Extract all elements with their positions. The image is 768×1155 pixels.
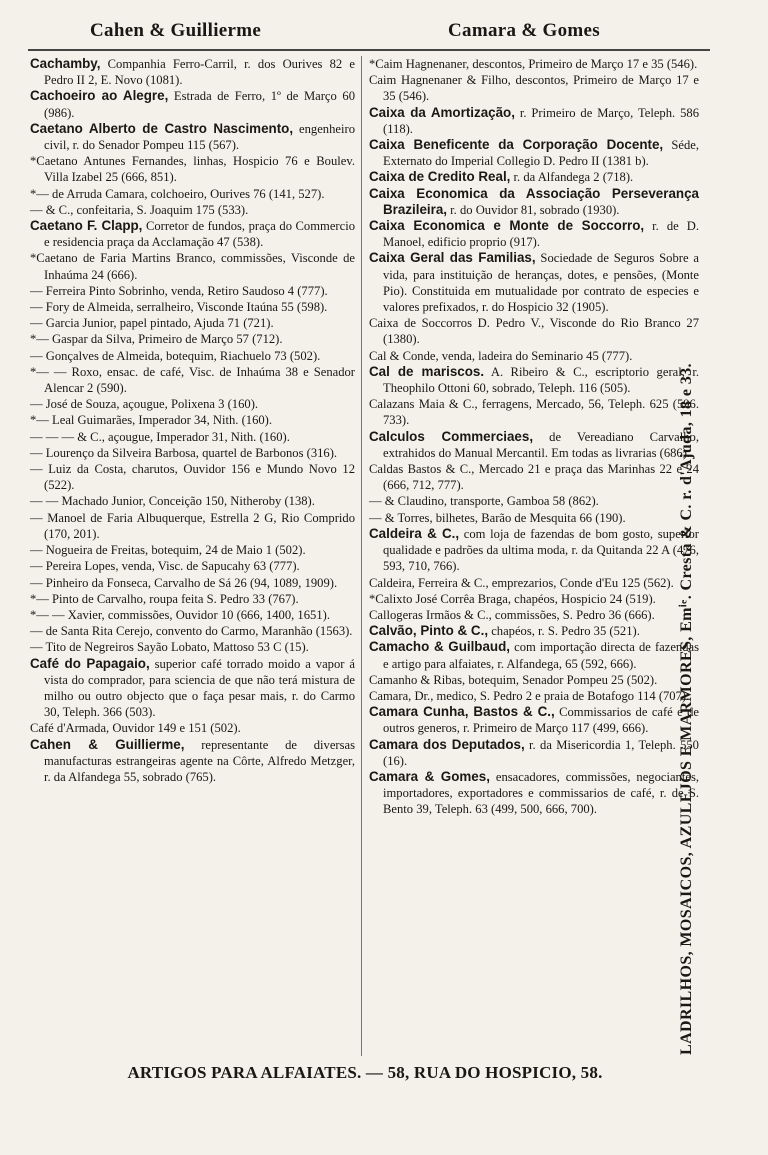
entry-text: Callogeras Irmãos & C., commissões, S. Pedro 36 (666). — [369, 607, 655, 622]
directory-entry — [369, 396, 699, 428]
entry-text: *— Gaspar da Silva, Primeiro de Março 57 (712). — [30, 332, 283, 347]
entry-text: r. de D. Manoel, edificio proprio (917). — [383, 219, 699, 250]
entry-text: — Nogueira de Freitas, botequim, 24 de Maio 1 (502). — [30, 543, 306, 558]
directory-entry — [369, 672, 699, 688]
entry-text: — — Machado Junior, Conceição 150, Nitheroby (138). — [30, 494, 315, 509]
entry-text: — & C., confeitaria, S. Joaquim 175 (533). — [30, 202, 249, 217]
left-column — [30, 56, 355, 785]
entry-text: Cal & Conde, venda, ladeira do Seminario 45 (777). — [369, 348, 633, 363]
entry-text: Caixa de Soccorros D. Pedro V., Visconde do Rio Branco 27 (1380). — [369, 316, 699, 347]
directory-entry — [369, 364, 699, 396]
entry-text: Séde, Externato do Imperial Collegio D. Pedro II (1381 b). — [383, 138, 699, 169]
entry-text: — Gonçalves de Almeida, botequim, Riachuelo 73 (502). — [30, 348, 321, 363]
directory-entry — [30, 656, 355, 721]
entry-text: Camanho & Ribas, botequim, Senador Pompeu 25 (502). — [369, 672, 658, 687]
side-advertisement: LADRILHOS, MOSAICOS, AZULEJOS E MARMORES, Emⁱᵉ. Cresta & C. r. d'Ajuda, 18 e 33. — [678, 363, 695, 1055]
directory-entry — [369, 186, 699, 218]
entry-text: r. da Alfandega 2 (718). — [510, 170, 634, 185]
entry-name: Caetano Alberto de Castro Nascimento, — [30, 120, 294, 136]
directory-entry — [30, 348, 355, 364]
directory-entry — [30, 315, 355, 331]
entry-text: Caim Hagnenaner & Filho, descontos, Primeiro de Março 17 e 35 (546). — [369, 73, 699, 104]
entry-text: superior café torrado moido a vapor á vista do comprador, para sciencia de que não terá mistura de milho ou outro objecto que o faça pesar mais, r. do Carmo 30, Teleph. 366 (503). — [44, 656, 355, 720]
entry-text: com importação directa de fazendas e artigo para alfaiates, r. Alfandega, 65 (592, 666). — [383, 640, 699, 671]
entry-text: — Luiz da Costa, charutos, Ouvidor 156 e Mundo Novo 12 (522). — [30, 462, 355, 493]
entry-name: Caixa Economica da Associação Perseverança Brazileira, — [369, 185, 699, 217]
entry-text: Commissarios de café e de outros generos, r. Primeiro de Março 117 (499, 666). — [383, 705, 700, 736]
directory-entry — [30, 250, 355, 282]
entry-text: r. do Ouvidor 81, sobrado (1930). — [447, 202, 620, 217]
directory-entry — [369, 575, 699, 591]
entry-text: *— — Xavier, commissões, Ouvidor 10 (666, 1400, 1651). — [30, 607, 330, 622]
entry-name: Caldeira & C., — [369, 525, 460, 541]
directory-entry — [30, 396, 355, 412]
entry-name: Camara & Gomes, — [369, 768, 490, 784]
directory-entry — [30, 429, 355, 445]
directory-entry — [369, 461, 699, 493]
entry-text: Sociedade de Seguros Sobre a vida, para instituição de heranças, dotes, e pensões, (Monte Pio). Constituida em mutualidade por contrato de especies e valores prefixados, r. do Hospicio 32 (1905). — [383, 251, 699, 315]
entry-text: *Caetano de Faria Martins Branco, commissões, Visconde de Inhaúma 24 (666). — [30, 251, 355, 282]
directory-entry — [369, 137, 699, 169]
entry-text: Corretor de fundos, praça do Commercio e residencia praça da Acclamação 47 (538). — [44, 219, 355, 250]
entry-text: — & Torres, bilhetes, Barão de Mesquita 66 (190). — [369, 510, 626, 525]
directory-entry — [369, 169, 699, 185]
directory-entry — [30, 299, 355, 315]
entry-text: representante de diversas manufacturas estrangeiras agente na Côrte, Alfredo Metzger, r. da Alfandega 55, sobrado (765). — [44, 737, 355, 784]
directory-entry — [30, 121, 355, 153]
entry-text: — Lourenço da Silveira Barbosa, quartel de Barbonos (316). — [30, 445, 338, 460]
entry-text: ensacadores, commissões, negociantes, importadores, exportadores e commissarios de café, r. de S. Bento 39, Teleph. 63 (499, 500, 666, 700). — [383, 769, 699, 817]
entry-name: Cahen & Guillierme, — [30, 736, 185, 752]
entry-name: Cachoeiro ao Alegre, — [30, 88, 169, 104]
entry-name: Caixa de Credito Real, — [369, 169, 511, 185]
directory-entry — [369, 218, 699, 250]
directory-entry — [369, 250, 699, 315]
entry-text: — Tito de Negreiros Sayão Lobato, Mattoso 53 C (15). — [30, 640, 309, 655]
entry-text: *— — Roxo, ensac. de café, Visc. de Inhaúma 38 e Senador Alencar 2 (590). — [30, 364, 355, 396]
directory-entry — [30, 607, 355, 623]
entry-text: *— Pinto de Carvalho, roupa feita S. Pedro 33 (767). — [30, 591, 299, 606]
entry-text: engenheiro civil, r. do Senador Pompeu 115 (567). — [44, 121, 355, 153]
entry-text: r. da Misericordia 1, Teleph. 550 (16). — [383, 737, 699, 768]
directory-entry — [369, 526, 699, 575]
directory-entry — [30, 623, 355, 639]
directory-entry — [30, 461, 355, 493]
entry-text: — Garcia Junior, papel pintado, Ajuda 71 (721). — [30, 316, 274, 331]
entry-name: Caixa da Amortização, — [369, 104, 515, 120]
entry-text: Calazans Maia & C., ferragens, Mercado, 56, Teleph. 625 (596. 733). — [369, 397, 699, 428]
directory-entry — [369, 591, 699, 607]
directory-entry — [30, 88, 355, 120]
directory-entry — [30, 542, 355, 558]
entry-name: Caixa Beneficente da Corporação Docente, — [369, 137, 664, 153]
entry-text: — Pinheiro da Fonseca, Carvalho de Sá 26 (94, 1089, 1909). — [30, 575, 338, 590]
entry-name: Caixa Geral das Familias, — [369, 250, 536, 266]
entry-text: — José de Souza, açougue, Polixena 3 (160). — [30, 397, 259, 412]
entry-text: Companhia Ferro-Carril, r. dos Ourives 82 e Pedro II 2, E. Novo (1081). — [44, 57, 355, 88]
directory-entry — [30, 412, 355, 428]
directory-entry — [30, 364, 355, 396]
directory-entry — [369, 72, 699, 104]
directory-entry — [369, 623, 699, 639]
entry-text: — Ferreira Pinto Sobrinho, venda, Retiro Saudoso 4 (777). — [30, 283, 328, 298]
entry-text: Café d'Armada, Ouvidor 149 e 151 (502). — [30, 721, 241, 736]
right-column — [369, 56, 699, 818]
directory-entry — [30, 493, 355, 509]
directory-entry — [30, 283, 355, 299]
entry-text: — Fory de Almeida, serralheiro, Visconde Itaúna 55 (598). — [30, 300, 328, 315]
directory-entry — [30, 445, 355, 461]
directory-entry — [369, 348, 699, 364]
entry-text: *— Leal Guimarães, Imperador 34, Nith. (160). — [30, 413, 273, 428]
header-left: Cahen & Guillierme — [90, 20, 262, 41]
entry-text: Camara, Dr., medico, S. Pedro 2 e praia de Botafogo 114 (707). — [369, 688, 690, 703]
entry-text: com loja de fazendas de bom gosto, superior qualidade e padrões da ultima moda, r. da Quitanda 22 A (476, 593, 710, 766). — [383, 526, 699, 574]
directory-entry — [369, 105, 699, 137]
entry-name: Camara Cunha, Bastos & C., — [369, 704, 555, 720]
directory-entry — [30, 510, 355, 542]
entry-text: — — — & C., açougue, Imperador 31, Nith. (160). — [30, 429, 290, 444]
directory-entry — [30, 558, 355, 574]
directory-entry — [30, 218, 355, 250]
entry-text: *Caetano Antunes Fernandes, linhas, Hospicio 76 e Boulev. Villa Izabel 25 (666, 851). — [30, 154, 355, 185]
entry-name: Camacho & Guilbaud, — [369, 639, 511, 655]
directory-entry — [30, 591, 355, 607]
entry-text: Estrada de Ferro, 1º de Março 60 (986). — [44, 89, 355, 120]
directory-entry — [30, 56, 355, 88]
directory-entry — [30, 720, 355, 736]
directory-entry — [369, 56, 699, 72]
entry-text: — & Claudino, transporte, Gamboa 58 (862). — [369, 494, 599, 509]
entry-text: A. Ribeiro & C., escriptorio geral, r. Theophilo Ottoni 60, sobrado, Teleph. 116 (505). — [383, 364, 699, 396]
directory-entry — [369, 704, 699, 736]
header-right: Camara & Gomes — [448, 20, 600, 41]
directory-entry — [369, 769, 699, 818]
directory-entry — [369, 607, 699, 623]
directory-entry — [369, 429, 699, 461]
header-rule — [28, 49, 710, 51]
directory-entry — [30, 737, 355, 786]
entry-text: — Manoel de Faria Albuquerque, Estrella 2 G, Rio Comprido (170, 201). — [30, 510, 355, 541]
entry-text: chapéos, r. S. Pedro 35 (521). — [488, 624, 640, 639]
entry-text: r. Primeiro de Março, Teleph. 586 (118). — [383, 105, 699, 136]
entry-name: Café do Papagaio, — [30, 655, 150, 671]
directory-entry — [30, 202, 355, 218]
entry-name: Caetano F. Clapp, — [30, 218, 143, 234]
footer-advertisement: ARTIGOS PARA ALFAIATES. — 58, RUA DO HOSPICIO, 58. — [127, 1063, 603, 1082]
directory-entry — [369, 493, 699, 509]
entry-text: *Caim Hagnenaner, descontos, Primeiro de Março 17 e 35 (546). — [369, 57, 698, 71]
entry-text: *— de Arruda Camara, colchoeiro, Ourives 76 (141, 527). — [30, 186, 325, 201]
entry-name: Cal de mariscos. — [369, 363, 485, 379]
entry-text: — Pereira Lopes, venda, Visc. de Sapucahy 63 (777). — [30, 559, 300, 574]
entry-name: Cachamby, — [30, 56, 101, 71]
entry-name: Camara dos Deputados, — [369, 736, 525, 752]
directory-entry — [30, 331, 355, 347]
directory-entry — [369, 737, 699, 769]
directory-entry — [369, 639, 699, 671]
entry-text: — de Santa Rita Cerejo, convento do Carmo, Maranhão (1563). — [30, 624, 353, 639]
entry-text: Caldas Bastos & C., Mercado 21 e praça das Marinhas 22 e 24 (666, 712, 777). — [369, 462, 699, 493]
directory-entry — [30, 575, 355, 591]
entry-name: Calvão, Pinto & C., — [369, 623, 489, 639]
entry-name: Calculos Commerciaes, — [369, 428, 534, 444]
directory-entry — [369, 510, 699, 526]
entry-text: *Calixto José Corrêa Braga, chapéos, Hospicio 24 (519). — [369, 591, 656, 606]
entry-text: Caldeira, Ferreira & C., emprezarios, Conde d'Eu 125 (562). — [369, 575, 674, 590]
directory-entry — [30, 639, 355, 655]
directory-entry — [369, 315, 699, 347]
directory-entry — [30, 153, 355, 185]
directory-entry — [369, 688, 699, 704]
column-divider — [361, 56, 362, 1056]
directory-entry — [30, 186, 355, 202]
entry-text: de Vereadiano Carvalho, extrahidos do Manual Mercantil. Em todas as livrarias (686). — [383, 429, 699, 460]
entry-name: Caixa Economica e Monte de Soccorro, — [369, 218, 645, 234]
